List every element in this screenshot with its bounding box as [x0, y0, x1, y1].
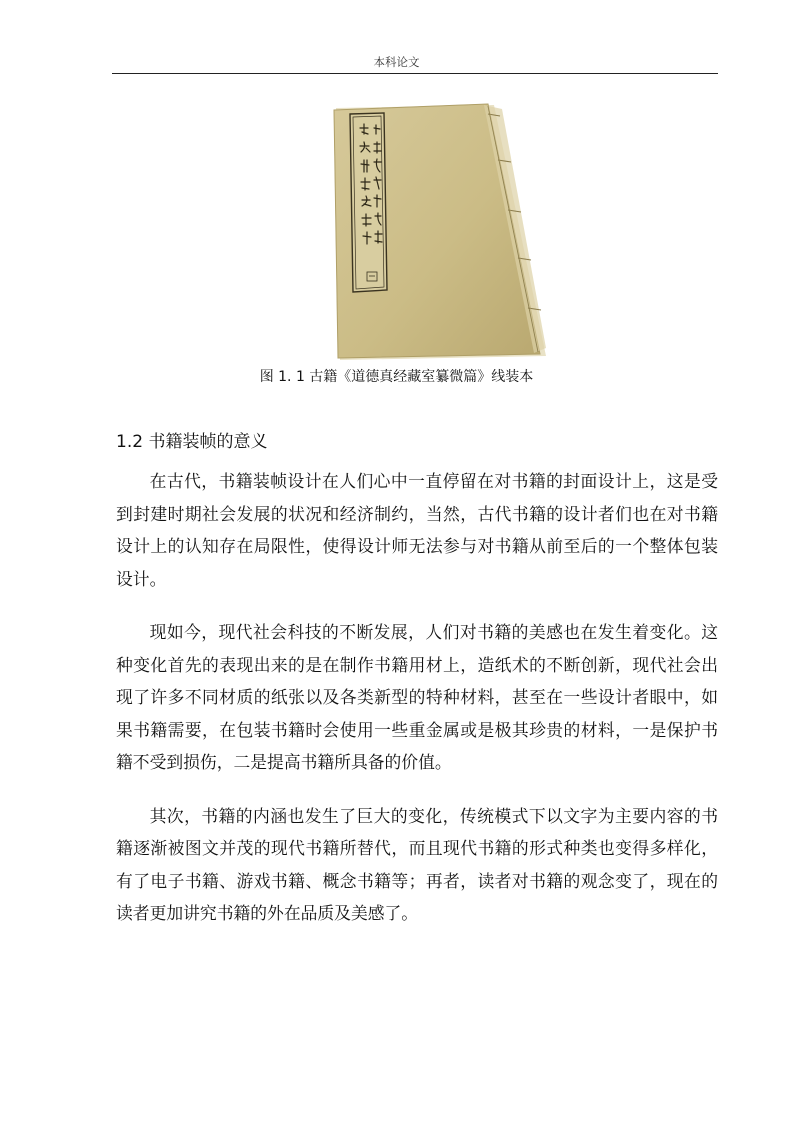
- paragraph-2: 现如今，现代社会科技的不断发展，人们对书籍的美感也在发生着变化。这种变化首先的表现出来的是在制作书籍用材上，造纸术的不断创新，现代社会出现了许多不同材质的纸张以及各类新型的特种材料，甚至在一些设计者眼中，如果书籍需要，在包装书籍时会使用一些重金属或是极其珍贵的材料，一是保护书籍不受到损伤，二是提高书籍所具备的价值。: [116, 622, 718, 772]
- figure-caption: 图 1. 1 古籍《道德真经藏室纂微篇》线装本: [259, 369, 534, 385]
- header-rule: [112, 73, 718, 74]
- section-heading: 1.2 书籍装帧的意义: [116, 432, 268, 452]
- thread-bound-book-image: [326, 98, 546, 364]
- body-text: [116, 465, 718, 930]
- paragraph-3: 其次，书籍的内涵也发生了巨大的变化，传统模式下以文字为主要内容的书籍逐渐被图文并茂的现代书籍所替代，而且现代书籍的形式种类也变得多样化，有了电子书籍、游戏书籍、概念书籍等；再者，读者对书籍的观念变了，现在的读者更加讲究书籍的外在品质及美感了。: [116, 805, 718, 923]
- book-photo: [326, 98, 546, 364]
- page-header: 本科论文: [373, 55, 420, 69]
- paragraph-1: 在古代，书籍装帧设计在人们心中一直停留在对书籍的封面设计上，这是受到封建时期社会发展的状况和经济制约，当然，古代书籍的设计者们也在对书籍设计上的认知存在局限性，使得设计师无法参与对书籍从前至后的一个整体包装设计。: [116, 471, 718, 589]
